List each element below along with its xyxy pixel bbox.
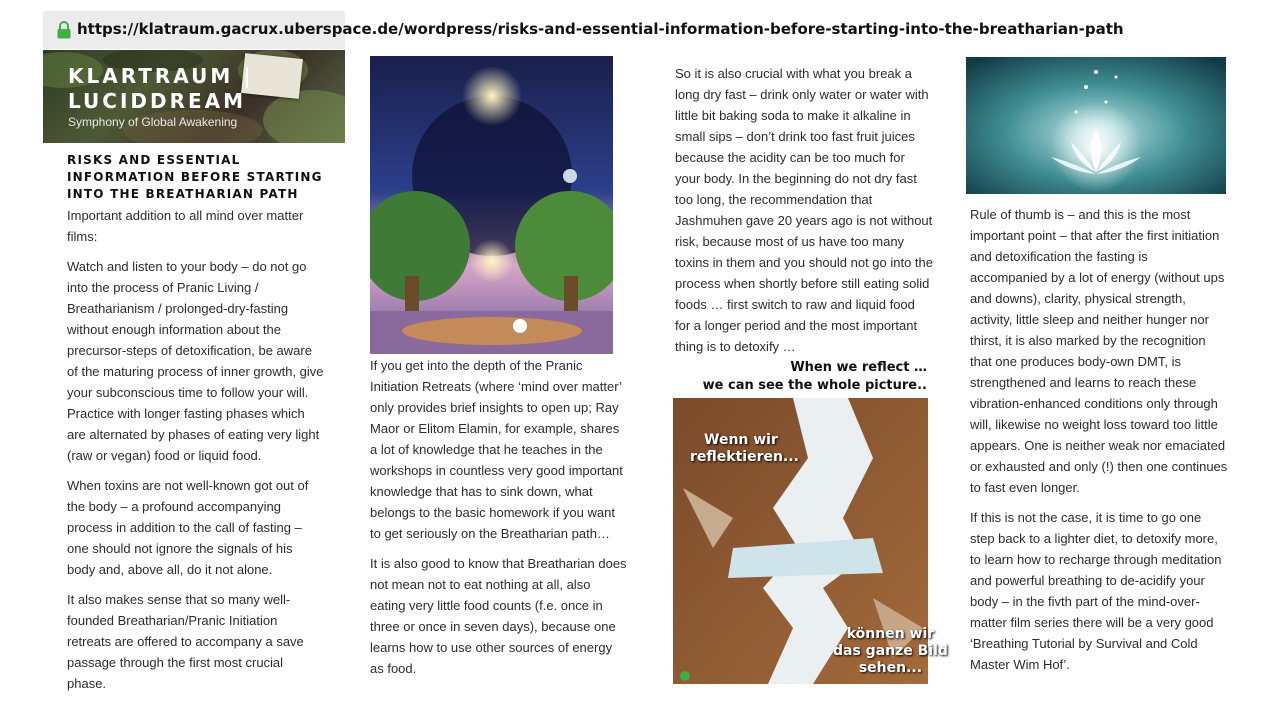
glowing-lotus-image <box>966 57 1226 194</box>
paragraph: Rule of thumb is – and this is the most important point – that after the first initiation and detoxification the fasting is accompanied by a lot of energy (without ups and downs), clarity, physical strength, activity, little sleep and neither hunger nor thirst, it is also marked by the recognition that one produces body-own DMT, is strengthened and learns to reach these vibration-enhanced conditions only through will, likewise no weight loss toward too little appears. One is neither weak nor emaciated or exhausted and only (!) then one continues to fast even longer. <box>970 207 1228 495</box>
reflect-caption: When we reflect … we can see the whole picture.. <box>702 360 927 393</box>
article-column-4 <box>970 204 1228 684</box>
paragraph: If this is not the case, it is time to go one step back to a lighter diet, to detoxify more, to learn how to recharge through meditation and powerful breathing to de-acidify your body – in the fivth part of the mind-over-matter film series there will be a very good ‘Breathing Tutorial by Survival and Cold Master Wim Hof’. <box>970 510 1222 672</box>
paragraph: So it is also crucial with what you break a long dry fast – drink only water or water with little bit baking soda to make it alkaline in small sips – don’t drink too fast fruit juices because the acidity can be too much for your body. In the beginning do not dry fast too long, the recommendation that Jashmuhen gave 20 years ago is not without risk, because most of us have too many toxins in them and you should not go into the process when shortly before still eating solid foods … first switch to raw and liquid food for a longer period and the most important thing is to detoxify … <box>675 66 934 354</box>
article-column-3 <box>675 63 933 366</box>
post-title: RISKS AND ESSENTIAL INFORMATION BEFORE STARTING INTO THE BREATHARIAN PATH <box>67 153 323 201</box>
lock-icon <box>56 21 72 39</box>
site-title[interactable]: KLARTRAUM | LUCIDDREAM <box>68 64 254 113</box>
meme-bottom-text: können wir das ganze Bild sehen... <box>833 626 948 676</box>
paragraph: When toxins are not well-known got out of the body – a profound accompanying process in addition to the call of fasting – one should not ignore the signals of his body and, above all, do it not alone. <box>67 478 309 577</box>
meme-top-text: Wenn wir reflektieren... <box>690 432 799 465</box>
paragraph: It also makes sense that so many well-founded Breatharian/Pranic Initiation retreats are offered to accompany a save passage through the first most crucial phase. <box>67 592 304 691</box>
paragraph: It is also good to know that Breatharian does not mean not to eat nothing at all, also eating very little food counts (f.e. once in three or once in seven days), because one learns how to use other sources of energy as food. <box>370 556 627 676</box>
paragraph: Watch and listen to your body – do not go into the process of Pranic Living / Breatharianism / prolonged-dry-fasting without enough information about the precursor-steps of detoxification, be aware of the maturing process of inner growth, give your subconscious time to follow your will. Practice with longer fasting phases which are alternated by phases of eating very light (raw or vegan) food or liquid food. <box>67 259 324 463</box>
site-header-banner[interactable] <box>43 50 345 143</box>
address-bar-url[interactable]: https://klatraum.gacrux.uberspace.de/wordpress/risks-and-essential-information-before-starting-into-the-breatharian-path <box>77 20 1124 38</box>
paragraph: Important addition to all mind over matter films: <box>67 208 304 244</box>
article-column-2 <box>370 355 627 688</box>
article-column-1 <box>67 205 324 703</box>
cosmic-tree-artwork <box>370 56 613 354</box>
site-tagline: Symphony of Global Awakening <box>68 115 238 129</box>
paragraph: If you get into the depth of the Pranic Initiation Retreats (where ‘mind over matter’ only provides brief insights to open up; Ray Maor or Elitom Elamin, for example, shares a lot of knowledge that he teaches in the workshops in countless very good important knowledge that has to sink down, what belongs to the basic homework if you want to get seriously on the Breatharian path… <box>370 358 623 541</box>
